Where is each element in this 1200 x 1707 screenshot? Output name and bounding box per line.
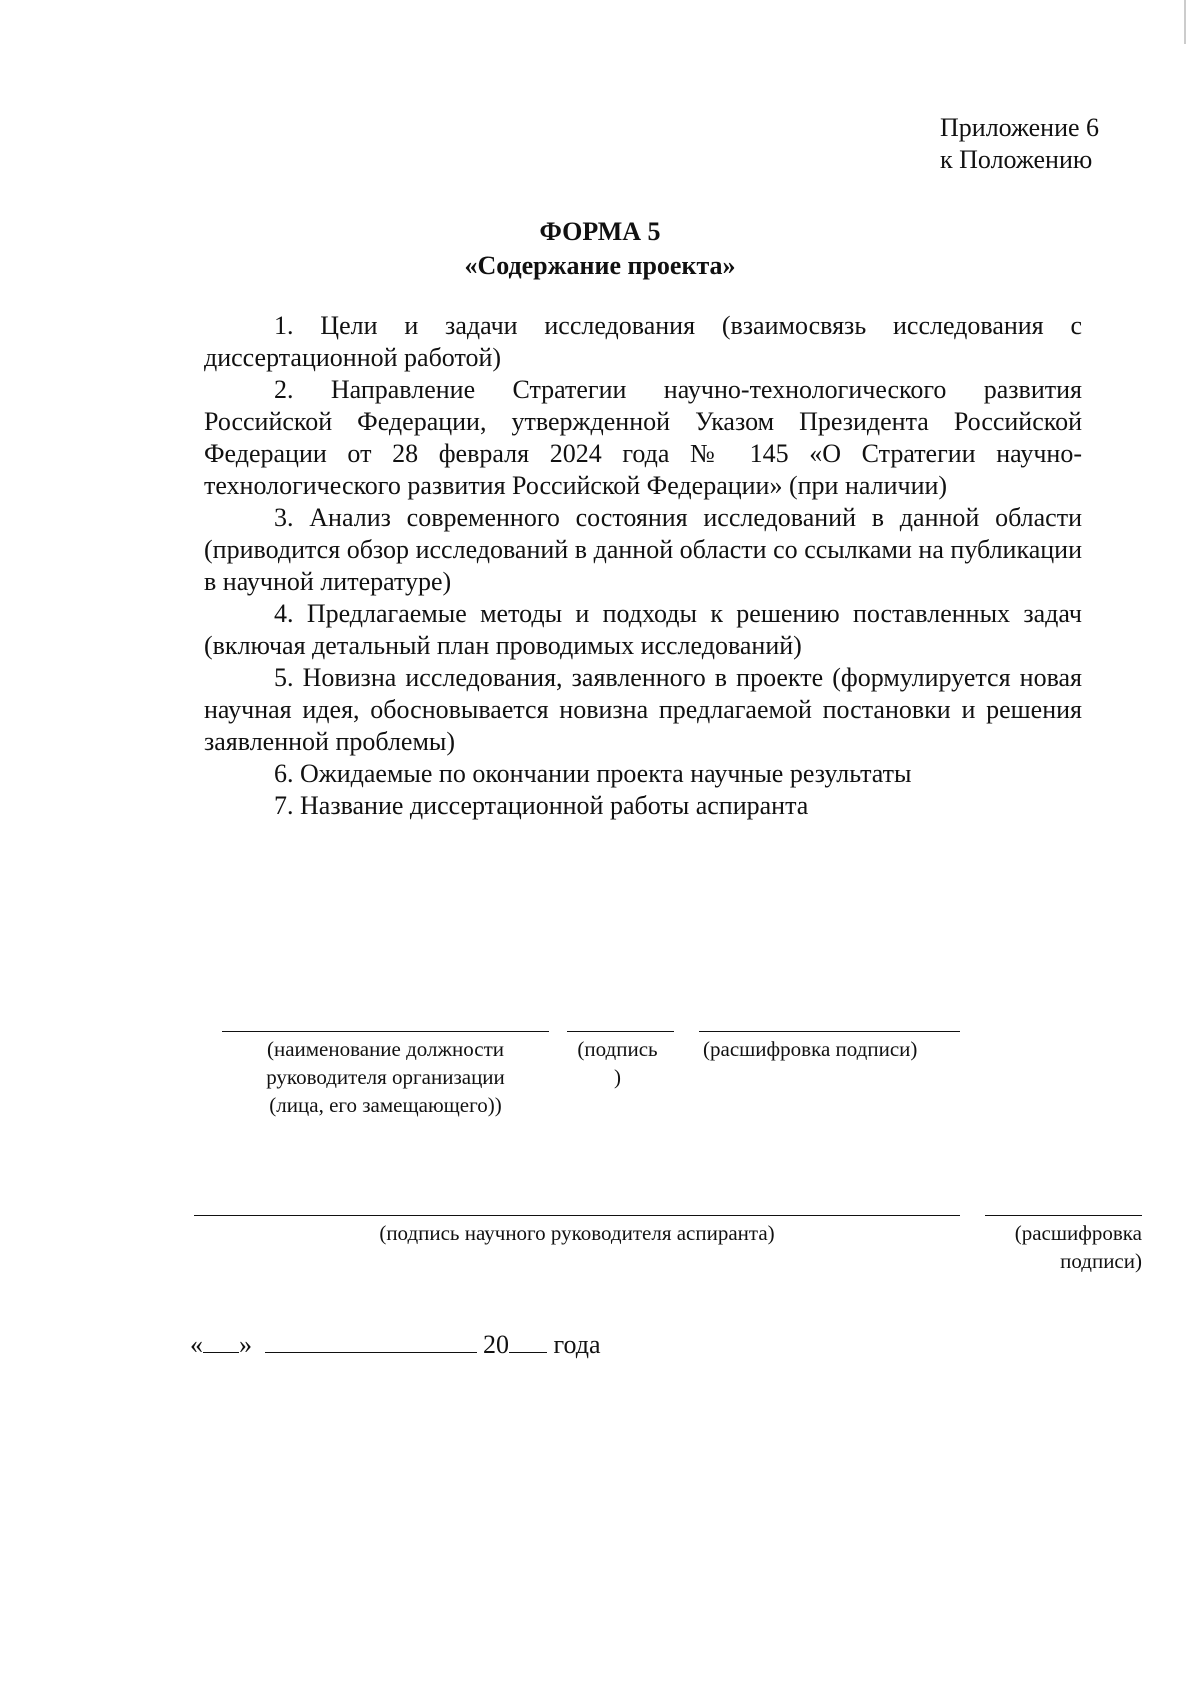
supervisor-decoding-caption [960,1219,1142,1275]
position-caption [222,1035,549,1119]
content-items-list [204,310,1082,822]
form-subtitle: «Содержание проекта» [464,251,736,280]
list-item-5: 5. Новизна исследования, заявленного в проекте (формулируется новая научная идея, обосновывается новизна предлагаемой постановки и решения заявленной проблемы) [204,663,1082,756]
head-signature-caption-line-2: ) [614,1065,621,1089]
head-signature-caption [560,1035,675,1091]
supervisor-signature-line [194,1215,960,1216]
appendix-line-1: Приложение 6 [940,113,1100,142]
year-blank [509,1330,547,1353]
form-heading [0,215,1200,283]
supervisor-signature-caption: (подпись научного руководителя аспиранта) [379,1221,775,1245]
position-signature-line [222,1031,549,1032]
year-suffix: года [553,1330,601,1359]
list-item-3: 3. Анализ современного состояния исследований в данной области (приводится обзор исследований в данной области со ссылками на публикации в научной литературе) [204,503,1082,596]
day-blank [203,1330,239,1353]
head-decoding-caption: (расшифровка подписи) [703,1037,918,1061]
year-prefix: 20 [483,1330,509,1359]
date-open-quote: « [190,1330,203,1359]
supervisor-decoding-caption-line-2: подписи) [1060,1249,1142,1273]
form-title: ФОРМА 5 [539,217,661,246]
position-caption-line-1: (наименование должности [266,1037,505,1061]
list-item-4: 4. Предлагаемые методы и подходы к решению поставленных задач (включая детальный план проводимых исследований) [204,599,1082,660]
head-signature-caption-line-1: (подпись [577,1037,658,1061]
supervisor-decoding-caption-line-1: (расшифровка [1014,1221,1142,1245]
month-blank [265,1330,477,1353]
appendix-line-2: к Положению [940,145,1093,174]
appendix-reference [940,112,1099,176]
supervisor-decoding-line [985,1215,1142,1216]
list-item-1: 1. Цели и задачи исследования (взаимосвязь исследования с диссертационной работой) [204,311,1082,372]
list-item-6: 6. Ожидаемые по окончании проекта научные результаты [274,759,912,788]
date-close-quote: » [239,1330,252,1359]
scan-edge-mark [1184,0,1186,44]
list-item-2: 2. Направление Стратегии научно-технологического развития Российской Федерации, утвержденной Указом Президента Российской Федерации от 28 февраля 2024 года № 145 «О Стратегии научно-технологического развития Российской Федерации» (при наличии) [204,375,1082,500]
position-caption-line-3: (лица, его замещающего)) [269,1093,502,1117]
head-decoding-line [699,1031,960,1032]
list-item-7: 7. Название диссертационной работы аспиранта [274,791,809,820]
date-line [190,1328,601,1362]
head-signature-line [567,1031,674,1032]
position-caption-line-2: руководителя организации [266,1065,505,1089]
